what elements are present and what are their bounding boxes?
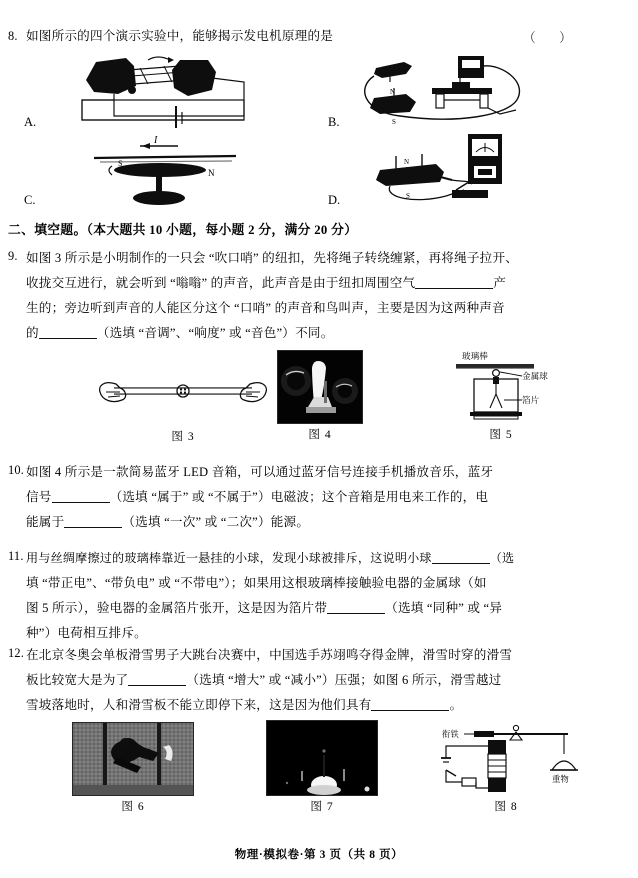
current-wire-over-compass-needle-icon — [56, 132, 296, 208]
option-d-mark-s: S — [406, 192, 410, 200]
question-10-line-3-text-b: （选填 “一次” 或 “二次”）能源。 — [122, 515, 310, 529]
question-11-line-3 — [26, 596, 638, 621]
figure-5-label-rod: 玻璃棒 — [462, 351, 488, 361]
question-12 — [0, 643, 638, 718]
conductor-moving-in-magnetic-field-galvanometer-icon — [360, 132, 600, 208]
figure-6-caption: 图 6 — [121, 800, 145, 813]
option-b-mark-s: S — [392, 118, 396, 126]
option-a-figure — [56, 54, 296, 130]
question-11-line-1 — [26, 546, 638, 571]
question-10-line-2-text-a: 信号 — [26, 490, 52, 504]
figure-5 — [452, 348, 572, 442]
question-11-line-1-text-a: 用与丝绸摩擦过的玻璃棒靠近一悬挂的小球，发现小球被排斥，这说明小球 — [26, 551, 432, 565]
question-9-number: 9. — [8, 249, 18, 263]
question-12-line-1: 在北京冬奥会单板滑雪男子大跳台决赛中，中国选手苏翊鸣夺得金牌，滑雪时穿的滑雪 — [26, 648, 513, 662]
option-d-label: D. — [328, 193, 341, 207]
question-8-options — [0, 54, 638, 214]
snowboarder-big-air-photo — [72, 722, 194, 796]
question-8 — [0, 26, 638, 207]
question-10-line-2 — [26, 485, 638, 510]
question-11 — [0, 546, 638, 646]
figure-4 — [277, 350, 363, 442]
question-9 — [0, 246, 638, 346]
question-12-line-3-text-b: 。 — [449, 698, 463, 712]
question-8-number: 8. — [8, 29, 18, 43]
question-9-line-3: 生的；旁边听到声音的人能区分这个 “口哨” 的声音和鸟叫声，主要是因为这两种声音 — [26, 301, 505, 315]
question-8-stem: 如图所示的四个演示实验中，能够揭示发电机原理的是 — [26, 29, 334, 43]
figure-8-label-armature: 衔铁 — [442, 730, 459, 739]
coil-magnet-galvanometer-icon — [360, 54, 600, 130]
question-10-body — [26, 460, 638, 535]
option-c-mark-n: N — [208, 168, 215, 178]
question-9-line-2-text-b: 产 — [493, 276, 507, 290]
option-b[interactable] — [318, 54, 608, 132]
question-11-number: 11. — [8, 549, 24, 563]
section-2-heading: 二、填空题。（本大题共 10 小题，每小题 2 分，满分 20 分） — [8, 223, 358, 237]
electroscope-with-glass-rod-diagram-icon — [452, 348, 572, 424]
question-9-line-1: 如图 3 所示是小明制作的一只会 “吹口哨” 的纽扣，先将绳子转绕缠紧，再将绳子拉开、 — [26, 251, 519, 265]
figure-strip-3-4-5 — [0, 348, 638, 448]
option-b-label: B. — [328, 115, 340, 129]
question-12-line-2 — [26, 668, 638, 693]
option-b-figure — [360, 54, 600, 130]
electromagnet-lifting-weight-circuit-icon — [432, 718, 582, 796]
option-a-label: A. — [24, 115, 37, 129]
figure-3-caption: 图 3 — [171, 430, 195, 443]
question-11-line-1-text-b: （选 — [489, 551, 515, 565]
question-9-line-4-text-b: （选填 “音调”、“响度” 或 “音色”）不同。 — [96, 326, 334, 340]
option-c[interactable] — [14, 132, 304, 210]
question-11-blank-2[interactable] — [327, 613, 385, 614]
question-9-body — [26, 246, 638, 346]
question-12-blank-2[interactable] — [371, 710, 449, 711]
option-d-mark-n: N — [404, 158, 410, 166]
question-9-line-2-text-a: 收拢交互进行，就会听到 “嗡嗡” 的声音，此声音是由于纽扣周围空气 — [26, 276, 416, 290]
figure-7 — [266, 720, 378, 814]
figure-8-label-weight: 重物 — [552, 775, 569, 784]
question-9-line-4 — [26, 321, 638, 346]
option-c-label: C. — [24, 193, 36, 207]
question-9-line-2 — [26, 271, 638, 296]
question-11-line-3-text-b: （选填 “同种” 或 “异 — [385, 601, 503, 615]
figure-8 — [432, 718, 582, 814]
question-11-line-2: 填 “带正电”、“带负电” 或 “不带电”）；如果用这根玻璃棒接触验电器的金属球（如 — [26, 576, 487, 590]
question-10-line-2-text-b: （选填 “属于” 或 “不属于”）电磁波；这个音箱是用电来工作的，电 — [109, 490, 489, 504]
option-d[interactable] — [318, 132, 608, 210]
two-hands-pulling-string-button-whistle-icon — [98, 352, 268, 426]
option-a[interactable] — [14, 54, 304, 132]
night-ski-slope-photo — [266, 720, 378, 796]
question-10-line-3 — [26, 510, 638, 535]
figure-7-caption: 图 7 — [310, 800, 334, 813]
question-11-body — [26, 546, 638, 646]
figure-5-label-ball: 金属球 — [522, 371, 548, 381]
question-9-line-4-text-a: 的 — [26, 326, 39, 340]
question-11-line-4: 种”）电荷相互排斥。 — [26, 626, 147, 640]
question-12-line-3-text-a: 雪坡落地时，人和滑雪板不能立即停下来，这是因为他们具有 — [26, 698, 372, 712]
question-12-blank-1[interactable] — [128, 685, 186, 686]
figure-4-caption: 图 4 — [308, 428, 332, 441]
figure-3 — [98, 352, 268, 444]
question-12-line-2-text-b: （选填 “增大” 或 “减小”）压强；如图 6 所示，滑雪越过 — [186, 673, 502, 687]
bluetooth-led-speaker-photo — [277, 350, 363, 424]
option-d-figure — [360, 132, 600, 208]
option-c-mark-current: I — [154, 135, 158, 146]
option-c-mark-s: S — [118, 159, 123, 168]
motor-with-magnets-and-battery-icon — [56, 54, 296, 130]
option-b-mark-n: N — [390, 88, 396, 96]
question-12-line-3 — [26, 693, 638, 718]
question-10-number: 10. — [8, 463, 25, 477]
question-12-number: 12. — [8, 646, 25, 660]
figure-strip-6-7-8 — [0, 718, 638, 826]
question-10-blank-2[interactable] — [64, 527, 122, 528]
figure-8-caption: 图 8 — [494, 800, 518, 813]
figure-5-caption: 图 5 — [489, 428, 513, 441]
option-c-figure — [56, 132, 296, 208]
question-10-line-3-text-a: 能属于 — [26, 515, 65, 529]
question-9-blank-1[interactable] — [415, 288, 493, 289]
question-8-answer-bracket: （ ） — [522, 30, 582, 45]
figure-5-label-foil: 箔片 — [522, 395, 540, 405]
question-9-blank-2[interactable] — [39, 338, 97, 339]
page-footer: 物理·模拟卷·第 3 页（共 8 页） — [234, 849, 404, 861]
question-10 — [0, 460, 638, 535]
question-11-blank-1[interactable] — [432, 563, 490, 564]
question-11-line-3-text-a: 图 5 所示），验电器的金属箔片张开，这是因为箔片带 — [26, 601, 328, 615]
figure-6 — [72, 722, 194, 814]
question-12-body — [26, 643, 638, 718]
question-10-blank-1[interactable] — [52, 502, 110, 503]
question-10-line-1: 如图 4 所示是一款简易蓝牙 LED 音箱，可以通过蓝牙信号连接手机播放音乐，蓝牙 — [26, 465, 494, 479]
question-12-line-2-text-a: 板比较宽大是为了 — [26, 673, 129, 687]
